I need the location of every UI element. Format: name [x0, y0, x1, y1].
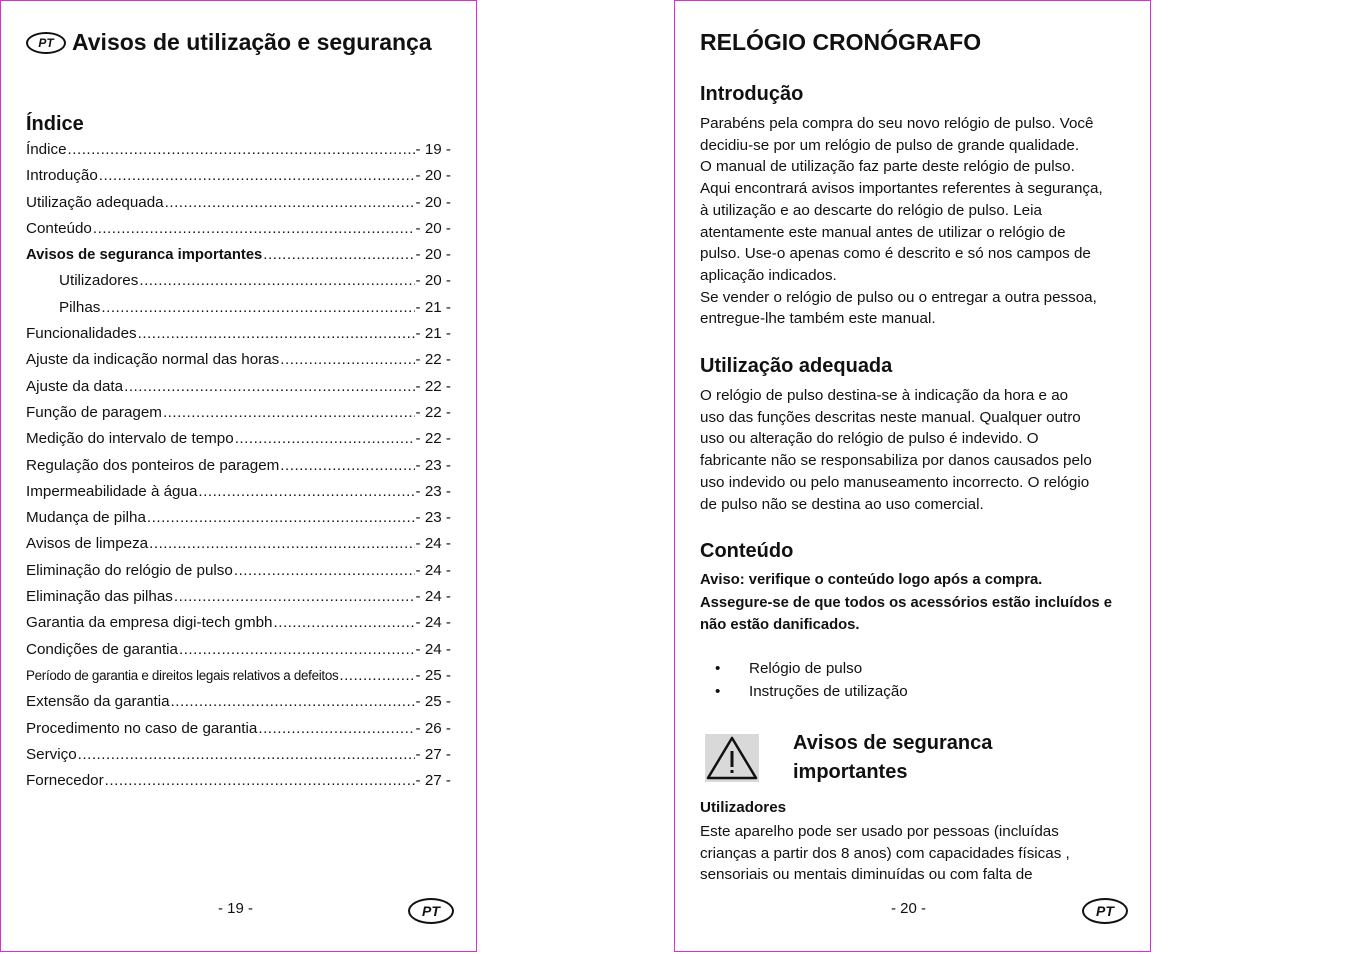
text-line: uso das funções descritas neste manual. Qualquer outro	[700, 408, 1081, 426]
text-line: uso ou alteração do relógio de pulso é indevido. O	[700, 430, 1039, 448]
toc-page: - 23 -	[415, 509, 451, 527]
toc-leader	[258, 720, 414, 737]
toc-entry[interactable]	[26, 535, 451, 561]
toc-label: Utilização adequada	[26, 193, 164, 211]
toc-leader	[234, 562, 415, 579]
language-badge: PT	[26, 32, 66, 54]
toc-page: - 24 -	[415, 588, 451, 606]
page-number: - 20 -	[891, 900, 927, 917]
section-heading-contents: Conteúdo	[700, 540, 794, 562]
text-line: O manual de utilização faz parte deste relógio de pulso.	[700, 158, 1075, 176]
toc-entry[interactable]	[26, 720, 451, 746]
text-line: fabricante não se responsabiliza por danos causados pelo	[700, 452, 1092, 470]
toc-leader	[339, 667, 414, 684]
users-text	[700, 821, 1140, 886]
toc-page: - 20 -	[415, 272, 451, 290]
toc-label: Utilizadores	[59, 272, 139, 290]
toc-page: - 24 -	[415, 561, 451, 579]
subheading-users: Utilizadores	[700, 799, 787, 816]
text-line: decidiu-se por um relógio de pulso de grande qualidade.	[700, 136, 1080, 154]
toc-label: Medição do intervalo de tempo	[26, 430, 234, 448]
intended-use-text	[700, 385, 1140, 515]
section-heading-safety	[793, 729, 1093, 787]
toc-leader	[68, 141, 415, 158]
toc-label: Serviço	[26, 745, 77, 763]
toc-entry[interactable]	[26, 641, 451, 667]
text-line: sensoriais ou mentais diminuídas ou com falta de	[700, 866, 1033, 884]
toc-entry[interactable]	[26, 272, 451, 298]
text-line: Aqui encontrará avisos importantes referentes à segurança,	[700, 180, 1103, 198]
toc-page: - 27 -	[415, 745, 451, 763]
toc-leader	[274, 614, 415, 631]
toc-leader	[149, 535, 414, 552]
toc-page: - 20 -	[415, 219, 451, 237]
toc-leader	[179, 641, 415, 658]
toc-label: Garantia da empresa digi-tech gmbh	[26, 614, 273, 632]
toc-label: Mudança de pilha	[26, 509, 146, 527]
toc-label: Extensão da garantia	[26, 693, 170, 711]
contents-list	[700, 660, 908, 706]
toc-label: Conteúdo	[26, 219, 92, 237]
toc-entry[interactable]	[26, 325, 451, 351]
toc-page: - 25 -	[415, 693, 451, 711]
text-line: Parabéns pela compra do seu novo relógio de pulso. Você	[700, 115, 1094, 132]
toc-leader	[280, 351, 414, 368]
title-text: Avisos de utilização e segurança	[72, 29, 432, 55]
heading-line: Avisos de seguranca	[793, 732, 993, 754]
text-line: Este aparelho pode ser usado por pessoas (incluídas	[700, 823, 1059, 840]
toc-label: Ajuste da indicação normal das horas	[26, 351, 280, 369]
toc-page: - 26 -	[415, 719, 451, 737]
text-line: Assegure-se de que todos os acessórios estão incluídos e	[700, 594, 1112, 611]
toc-leader	[138, 325, 415, 342]
section-heading-introduction: Introdução	[700, 83, 804, 105]
page-title	[26, 26, 456, 58]
contents-notice	[700, 569, 1140, 637]
text-line: pulso. Use-o apenas como é descrito e só nos campos de	[700, 245, 1091, 263]
toc-leader	[105, 772, 415, 789]
toc-page: - 19 -	[415, 141, 451, 158]
page-title: RELÓGIO CRONÓGRAFO	[700, 29, 982, 55]
text-line: de pulso não se destina ao uso comercial.	[700, 495, 984, 513]
text-line: entregue-lhe também este manual.	[700, 310, 936, 328]
toc-label: Eliminação do relógio de pulso	[26, 561, 233, 579]
page-number: - 19 -	[218, 900, 254, 917]
toc-leader	[93, 220, 415, 237]
toc-entry[interactable]	[26, 667, 451, 693]
introduction-text	[700, 113, 1140, 330]
toc-label: Ajuste da data	[26, 377, 124, 395]
toc-entry[interactable]	[26, 614, 451, 640]
toc-leader	[78, 746, 415, 763]
toc-page: - 21 -	[415, 298, 451, 316]
toc-entry[interactable]	[26, 483, 451, 509]
toc-leader	[235, 430, 415, 447]
toc-label: Introdução	[26, 167, 98, 185]
list-item: • Relógio de pulso	[700, 660, 908, 683]
toc-entry[interactable]	[26, 220, 451, 246]
text-line: Se vender o relógio de pulso ou o entregar a outra pessoa,	[700, 288, 1097, 306]
toc-label: Pilhas	[59, 298, 101, 316]
toc-entry[interactable]	[26, 693, 451, 719]
toc-entry[interactable]	[26, 746, 451, 772]
toc-leader	[280, 457, 414, 474]
toc-label: Fornecedor	[26, 772, 104, 790]
list-item: • Instruções de utilização	[700, 683, 908, 706]
toc-page: - 27 -	[415, 772, 451, 790]
toc-label: Funcionalidades	[26, 325, 137, 343]
text-line: aplicação indicados.	[700, 266, 837, 284]
toc-entry[interactable]	[26, 457, 451, 483]
toc-entry[interactable]	[26, 246, 451, 272]
toc-entry[interactable]	[26, 351, 451, 377]
warning-triangle-icon	[705, 734, 759, 782]
text-line: O relógio de pulso destina-se à indicação da hora e ao	[700, 387, 1069, 404]
section-heading-intended-use: Utilização adequada	[700, 355, 893, 377]
toc-page: - 22 -	[415, 377, 451, 395]
toc-label: Período de garantia e direitos legais relativos a defeitos	[26, 667, 339, 683]
table-of-contents	[26, 141, 451, 798]
toc-page: - 24 -	[415, 640, 451, 658]
toc-entry[interactable]	[26, 562, 451, 588]
toc-leader	[99, 167, 415, 184]
toc-page: - 20 -	[415, 167, 451, 185]
toc-label: Avisos de seguranca importantes	[26, 247, 263, 264]
toc-page: - 22 -	[415, 403, 451, 421]
toc-leader	[101, 299, 414, 316]
toc-leader	[198, 483, 414, 500]
toc-page: - 24 -	[415, 614, 451, 632]
toc-label: Regulação dos ponteiros de paragem	[26, 456, 280, 474]
toc-leader	[139, 272, 414, 289]
toc-page: - 23 -	[415, 456, 451, 474]
text-line: atentamente este manual antes de utilizar o relógio de	[700, 223, 1066, 241]
toc-leader	[163, 404, 415, 421]
toc-label: Função de paragem	[26, 403, 162, 421]
text-line: à utilização e ao descarte do relógio de pulso. Leia	[700, 201, 1042, 219]
language-badge: PT	[1082, 898, 1128, 924]
toc-page: - 25 -	[415, 666, 451, 684]
toc-label: Impermeabilidade à água	[26, 482, 198, 500]
text-line: crianças a partir dos 8 anos) com capacidades físicas ,	[700, 844, 1070, 862]
toc-leader	[174, 588, 415, 605]
toc-entry[interactable]	[26, 299, 451, 325]
toc-entry[interactable]	[26, 430, 451, 456]
toc-page: - 24 -	[415, 535, 451, 553]
toc-entry[interactable]	[26, 404, 451, 430]
toc-label: Eliminação das pilhas	[26, 588, 173, 606]
toc-label: Condições de garantia	[26, 640, 178, 658]
toc-entry[interactable]	[26, 167, 451, 193]
toc-entry[interactable]	[26, 772, 451, 798]
toc-leader	[165, 194, 415, 211]
toc-page: - 22 -	[415, 430, 451, 448]
language-badge: PT	[408, 898, 454, 924]
toc-entry[interactable]	[26, 588, 451, 614]
toc-label: Avisos de limpeza	[26, 535, 149, 553]
text-line: Aviso: verifique o conteúdo logo após a compra.	[700, 572, 1043, 588]
text-line: não estão danificados.	[700, 617, 860, 634]
toc-page: - 20 -	[415, 246, 451, 264]
toc-label: Procedimento no caso de garantia	[26, 719, 258, 737]
toc-heading: Índice	[26, 113, 84, 135]
toc-entry[interactable]	[26, 378, 451, 404]
toc-leader	[263, 246, 414, 263]
toc-entry[interactable]	[26, 141, 451, 167]
toc-leader	[171, 693, 415, 710]
toc-label: Índice	[26, 141, 67, 158]
toc-entry[interactable]	[26, 194, 451, 220]
toc-page: - 20 -	[415, 193, 451, 211]
toc-page: - 23 -	[415, 482, 451, 500]
toc-page: - 22 -	[415, 351, 451, 369]
toc-leader	[147, 509, 415, 526]
text-line: uso indevido ou pelo manuseamento incorrecto. O relógio	[700, 473, 1090, 491]
toc-entry[interactable]	[26, 509, 451, 535]
heading-line: importantes	[793, 761, 908, 783]
toc-leader	[124, 378, 414, 395]
toc-page: - 21 -	[415, 325, 451, 343]
